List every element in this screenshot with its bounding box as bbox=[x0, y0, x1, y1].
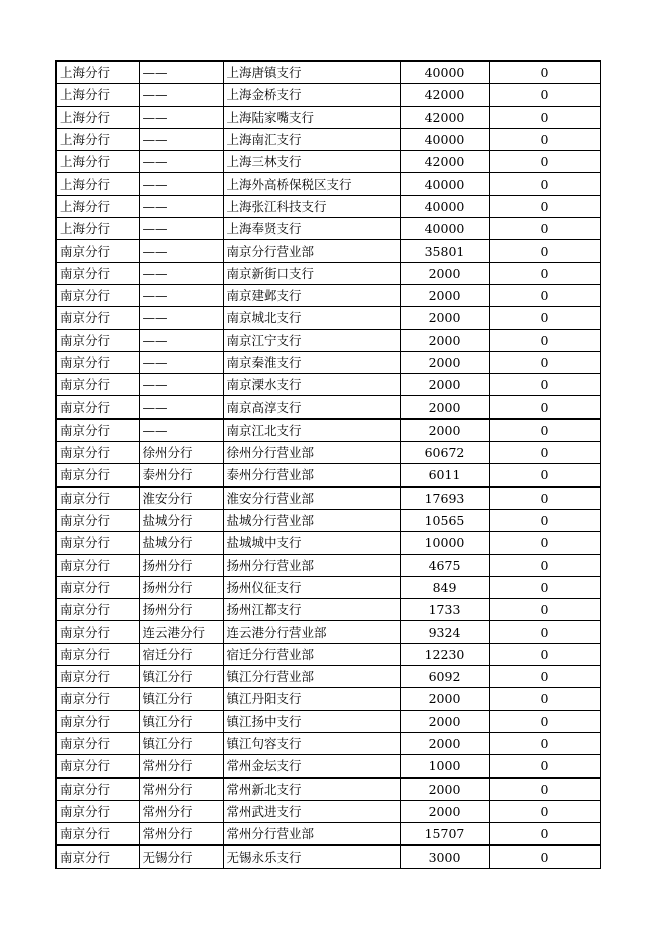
branch-name-cell: 无锡永乐支行 bbox=[223, 845, 400, 868]
table-row bbox=[56, 464, 600, 487]
branch-name-cell: 上海陆家嘴支行 bbox=[223, 106, 400, 128]
value-cell: 0 bbox=[489, 487, 600, 510]
amount-cell: 42000 bbox=[400, 106, 489, 128]
branch-name-cell: 常州分行营业部 bbox=[223, 823, 400, 846]
table-row bbox=[56, 487, 600, 510]
region-cell: 南京分行 bbox=[56, 800, 139, 822]
amount-cell: 60672 bbox=[400, 442, 489, 464]
branch-name-cell: 镇江丹阳支行 bbox=[223, 688, 400, 710]
sub-branch-cell: 扬州分行 bbox=[139, 576, 223, 598]
region-cell: 南京分行 bbox=[56, 442, 139, 464]
table-row bbox=[56, 800, 600, 822]
region-cell: 上海分行 bbox=[56, 106, 139, 128]
value-cell: 0 bbox=[489, 128, 600, 150]
branch-name-cell: 南京城北支行 bbox=[223, 307, 400, 329]
branch-name-cell: 扬州江都支行 bbox=[223, 599, 400, 621]
sub-branch-cell: 镇江分行 bbox=[139, 666, 223, 688]
value-cell: 0 bbox=[489, 374, 600, 396]
value-cell: 0 bbox=[489, 396, 600, 419]
region-cell: 上海分行 bbox=[56, 218, 139, 240]
amount-cell: 2000 bbox=[400, 688, 489, 710]
amount-cell: 15707 bbox=[400, 823, 489, 846]
sub-branch-cell: —— bbox=[139, 128, 223, 150]
amount-cell: 2000 bbox=[400, 374, 489, 396]
table-row bbox=[56, 732, 600, 754]
sub-branch-cell: —— bbox=[139, 307, 223, 329]
amount-cell: 2000 bbox=[400, 710, 489, 732]
value-cell: 0 bbox=[489, 151, 600, 173]
table-row bbox=[56, 419, 600, 442]
amount-cell: 2000 bbox=[400, 419, 489, 442]
region-cell: 上海分行 bbox=[56, 173, 139, 195]
table-row bbox=[56, 688, 600, 710]
branch-name-cell: 常州金坛支行 bbox=[223, 755, 400, 778]
branch-name-cell: 上海奉贤支行 bbox=[223, 218, 400, 240]
region-cell: 南京分行 bbox=[56, 487, 139, 510]
sub-branch-cell: —— bbox=[139, 151, 223, 173]
branch-name-cell: 上海南汇支行 bbox=[223, 128, 400, 150]
value-cell: 0 bbox=[489, 778, 600, 801]
sub-branch-cell: —— bbox=[139, 61, 223, 84]
amount-cell: 2000 bbox=[400, 351, 489, 373]
table-row bbox=[56, 284, 600, 306]
value-cell: 0 bbox=[489, 442, 600, 464]
value-cell: 0 bbox=[489, 218, 600, 240]
value-cell: 0 bbox=[489, 688, 600, 710]
value-cell: 0 bbox=[489, 576, 600, 598]
branch-name-cell: 上海张江科技支行 bbox=[223, 195, 400, 217]
region-cell: 上海分行 bbox=[56, 61, 139, 84]
table-row bbox=[56, 666, 600, 688]
branch-name-cell: 上海唐镇支行 bbox=[223, 61, 400, 84]
branch-name-cell: 常州新北支行 bbox=[223, 778, 400, 801]
table-row bbox=[56, 755, 600, 778]
region-cell: 南京分行 bbox=[56, 823, 139, 846]
amount-cell: 17693 bbox=[400, 487, 489, 510]
value-cell: 0 bbox=[489, 61, 600, 84]
branch-name-cell: 宿迁分行营业部 bbox=[223, 643, 400, 665]
sub-branch-cell: 连云港分行 bbox=[139, 621, 223, 643]
region-cell: 南京分行 bbox=[56, 666, 139, 688]
table-row bbox=[56, 374, 600, 396]
value-cell: 0 bbox=[489, 240, 600, 262]
table-row bbox=[56, 643, 600, 665]
sub-branch-cell: —— bbox=[139, 240, 223, 262]
region-cell: 南京分行 bbox=[56, 374, 139, 396]
branch-name-cell: 扬州分行营业部 bbox=[223, 554, 400, 576]
region-cell: 南京分行 bbox=[56, 329, 139, 351]
value-cell: 0 bbox=[489, 732, 600, 754]
branch-name-cell: 南京新街口支行 bbox=[223, 262, 400, 284]
amount-cell: 4675 bbox=[400, 554, 489, 576]
sub-branch-cell: 常州分行 bbox=[139, 778, 223, 801]
table-row bbox=[56, 106, 600, 128]
branch-table bbox=[55, 60, 601, 869]
branch-name-cell: 南京江宁支行 bbox=[223, 329, 400, 351]
region-cell: 上海分行 bbox=[56, 195, 139, 217]
branch-name-cell: 上海三林支行 bbox=[223, 151, 400, 173]
branch-name-cell: 南京秦淮支行 bbox=[223, 351, 400, 373]
sub-branch-cell: 盐城分行 bbox=[139, 532, 223, 554]
region-cell: 上海分行 bbox=[56, 128, 139, 150]
branch-name-cell: 上海金桥支行 bbox=[223, 84, 400, 106]
region-cell: 南京分行 bbox=[56, 576, 139, 598]
sub-branch-cell: 镇江分行 bbox=[139, 688, 223, 710]
amount-cell: 6092 bbox=[400, 666, 489, 688]
amount-cell: 2000 bbox=[400, 262, 489, 284]
sub-branch-cell: 宿迁分行 bbox=[139, 643, 223, 665]
amount-cell: 40000 bbox=[400, 195, 489, 217]
sub-branch-cell: 徐州分行 bbox=[139, 442, 223, 464]
amount-cell: 40000 bbox=[400, 61, 489, 84]
table-row bbox=[56, 621, 600, 643]
region-cell: 南京分行 bbox=[56, 845, 139, 868]
amount-cell: 12230 bbox=[400, 643, 489, 665]
value-cell: 0 bbox=[489, 84, 600, 106]
value-cell: 0 bbox=[489, 800, 600, 822]
value-cell: 0 bbox=[489, 621, 600, 643]
region-cell: 南京分行 bbox=[56, 464, 139, 487]
amount-cell: 2000 bbox=[400, 800, 489, 822]
region-cell: 南京分行 bbox=[56, 643, 139, 665]
value-cell: 0 bbox=[489, 419, 600, 442]
branch-table-body bbox=[56, 61, 600, 868]
sub-branch-cell: —— bbox=[139, 218, 223, 240]
value-cell: 0 bbox=[489, 666, 600, 688]
branch-name-cell: 南京高淳支行 bbox=[223, 396, 400, 419]
value-cell: 0 bbox=[489, 284, 600, 306]
amount-cell: 10565 bbox=[400, 509, 489, 531]
branch-name-cell: 南京溧水支行 bbox=[223, 374, 400, 396]
sub-branch-cell: —— bbox=[139, 396, 223, 419]
amount-cell: 35801 bbox=[400, 240, 489, 262]
sub-branch-cell: —— bbox=[139, 84, 223, 106]
value-cell: 0 bbox=[489, 755, 600, 778]
value-cell: 0 bbox=[489, 351, 600, 373]
region-cell: 上海分行 bbox=[56, 84, 139, 106]
sub-branch-cell: —— bbox=[139, 195, 223, 217]
value-cell: 0 bbox=[489, 845, 600, 868]
value-cell: 0 bbox=[489, 509, 600, 531]
amount-cell: 40000 bbox=[400, 218, 489, 240]
sub-branch-cell: 镇江分行 bbox=[139, 710, 223, 732]
table-row bbox=[56, 396, 600, 419]
table-row bbox=[56, 173, 600, 195]
value-cell: 0 bbox=[489, 464, 600, 487]
value-cell: 0 bbox=[489, 823, 600, 846]
amount-cell: 3000 bbox=[400, 845, 489, 868]
amount-cell: 849 bbox=[400, 576, 489, 598]
region-cell: 上海分行 bbox=[56, 151, 139, 173]
sub-branch-cell: —— bbox=[139, 262, 223, 284]
amount-cell: 42000 bbox=[400, 84, 489, 106]
value-cell: 0 bbox=[489, 643, 600, 665]
sub-branch-cell: 泰州分行 bbox=[139, 464, 223, 487]
sub-branch-cell: 常州分行 bbox=[139, 800, 223, 822]
amount-cell: 10000 bbox=[400, 532, 489, 554]
region-cell: 南京分行 bbox=[56, 688, 139, 710]
branch-name-cell: 南京江北支行 bbox=[223, 419, 400, 442]
table-row bbox=[56, 845, 600, 868]
branch-name-cell: 连云港分行营业部 bbox=[223, 621, 400, 643]
sub-branch-cell: 淮安分行 bbox=[139, 487, 223, 510]
branch-name-cell: 上海外高桥保税区支行 bbox=[223, 173, 400, 195]
table-row bbox=[56, 195, 600, 217]
region-cell: 南京分行 bbox=[56, 351, 139, 373]
amount-cell: 40000 bbox=[400, 128, 489, 150]
sub-branch-cell: 常州分行 bbox=[139, 755, 223, 778]
value-cell: 0 bbox=[489, 195, 600, 217]
amount-cell: 1000 bbox=[400, 755, 489, 778]
amount-cell: 2000 bbox=[400, 396, 489, 419]
branch-name-cell: 盐城城中支行 bbox=[223, 532, 400, 554]
value-cell: 0 bbox=[489, 173, 600, 195]
region-cell: 南京分行 bbox=[56, 509, 139, 531]
region-cell: 南京分行 bbox=[56, 240, 139, 262]
region-cell: 南京分行 bbox=[56, 621, 139, 643]
table-row bbox=[56, 532, 600, 554]
region-cell: 南京分行 bbox=[56, 307, 139, 329]
branch-name-cell: 镇江句容支行 bbox=[223, 732, 400, 754]
branch-name-cell: 南京分行营业部 bbox=[223, 240, 400, 262]
sub-branch-cell: 扬州分行 bbox=[139, 599, 223, 621]
amount-cell: 40000 bbox=[400, 173, 489, 195]
sub-branch-cell: —— bbox=[139, 284, 223, 306]
value-cell: 0 bbox=[489, 710, 600, 732]
table-row bbox=[56, 778, 600, 801]
table-row bbox=[56, 151, 600, 173]
table-row bbox=[56, 61, 600, 84]
amount-cell: 6011 bbox=[400, 464, 489, 487]
region-cell: 南京分行 bbox=[56, 710, 139, 732]
sub-branch-cell: 无锡分行 bbox=[139, 845, 223, 868]
branch-name-cell: 南京建邺支行 bbox=[223, 284, 400, 306]
branch-name-cell: 淮安分行营业部 bbox=[223, 487, 400, 510]
amount-cell: 1733 bbox=[400, 599, 489, 621]
sub-branch-cell: 盐城分行 bbox=[139, 509, 223, 531]
sub-branch-cell: —— bbox=[139, 106, 223, 128]
region-cell: 南京分行 bbox=[56, 284, 139, 306]
sub-branch-cell: 常州分行 bbox=[139, 823, 223, 846]
sub-branch-cell: —— bbox=[139, 173, 223, 195]
table-row bbox=[56, 554, 600, 576]
table-row bbox=[56, 710, 600, 732]
sub-branch-cell: 镇江分行 bbox=[139, 732, 223, 754]
branch-name-cell: 扬州仪征支行 bbox=[223, 576, 400, 598]
region-cell: 南京分行 bbox=[56, 599, 139, 621]
amount-cell: 2000 bbox=[400, 778, 489, 801]
region-cell: 南京分行 bbox=[56, 732, 139, 754]
sub-branch-cell: —— bbox=[139, 419, 223, 442]
table-row bbox=[56, 509, 600, 531]
region-cell: 南京分行 bbox=[56, 755, 139, 778]
branch-name-cell: 泰州分行营业部 bbox=[223, 464, 400, 487]
value-cell: 0 bbox=[489, 554, 600, 576]
region-cell: 南京分行 bbox=[56, 532, 139, 554]
amount-cell: 42000 bbox=[400, 151, 489, 173]
value-cell: 0 bbox=[489, 106, 600, 128]
sub-branch-cell: 扬州分行 bbox=[139, 554, 223, 576]
table-row bbox=[56, 351, 600, 373]
value-cell: 0 bbox=[489, 599, 600, 621]
table-row bbox=[56, 128, 600, 150]
value-cell: 0 bbox=[489, 307, 600, 329]
table-row bbox=[56, 823, 600, 846]
value-cell: 0 bbox=[489, 532, 600, 554]
region-cell: 南京分行 bbox=[56, 554, 139, 576]
table-row bbox=[56, 599, 600, 621]
amount-cell: 2000 bbox=[400, 732, 489, 754]
table-row bbox=[56, 576, 600, 598]
table-row bbox=[56, 329, 600, 351]
branch-name-cell: 盐城分行营业部 bbox=[223, 509, 400, 531]
branch-name-cell: 常州武进支行 bbox=[223, 800, 400, 822]
region-cell: 南京分行 bbox=[56, 262, 139, 284]
region-cell: 南京分行 bbox=[56, 778, 139, 801]
region-cell: 南京分行 bbox=[56, 396, 139, 419]
table-row bbox=[56, 240, 600, 262]
amount-cell: 2000 bbox=[400, 329, 489, 351]
table-row bbox=[56, 442, 600, 464]
sub-branch-cell: —— bbox=[139, 374, 223, 396]
region-cell: 南京分行 bbox=[56, 419, 139, 442]
amount-cell: 2000 bbox=[400, 307, 489, 329]
value-cell: 0 bbox=[489, 329, 600, 351]
table-row bbox=[56, 307, 600, 329]
branch-name-cell: 镇江分行营业部 bbox=[223, 666, 400, 688]
value-cell: 0 bbox=[489, 262, 600, 284]
branch-name-cell: 徐州分行营业部 bbox=[223, 442, 400, 464]
table-row bbox=[56, 262, 600, 284]
table-row bbox=[56, 218, 600, 240]
table-row bbox=[56, 84, 600, 106]
sub-branch-cell: —— bbox=[139, 351, 223, 373]
sub-branch-cell: —— bbox=[139, 329, 223, 351]
amount-cell: 2000 bbox=[400, 284, 489, 306]
amount-cell: 9324 bbox=[400, 621, 489, 643]
branch-name-cell: 镇江扬中支行 bbox=[223, 710, 400, 732]
